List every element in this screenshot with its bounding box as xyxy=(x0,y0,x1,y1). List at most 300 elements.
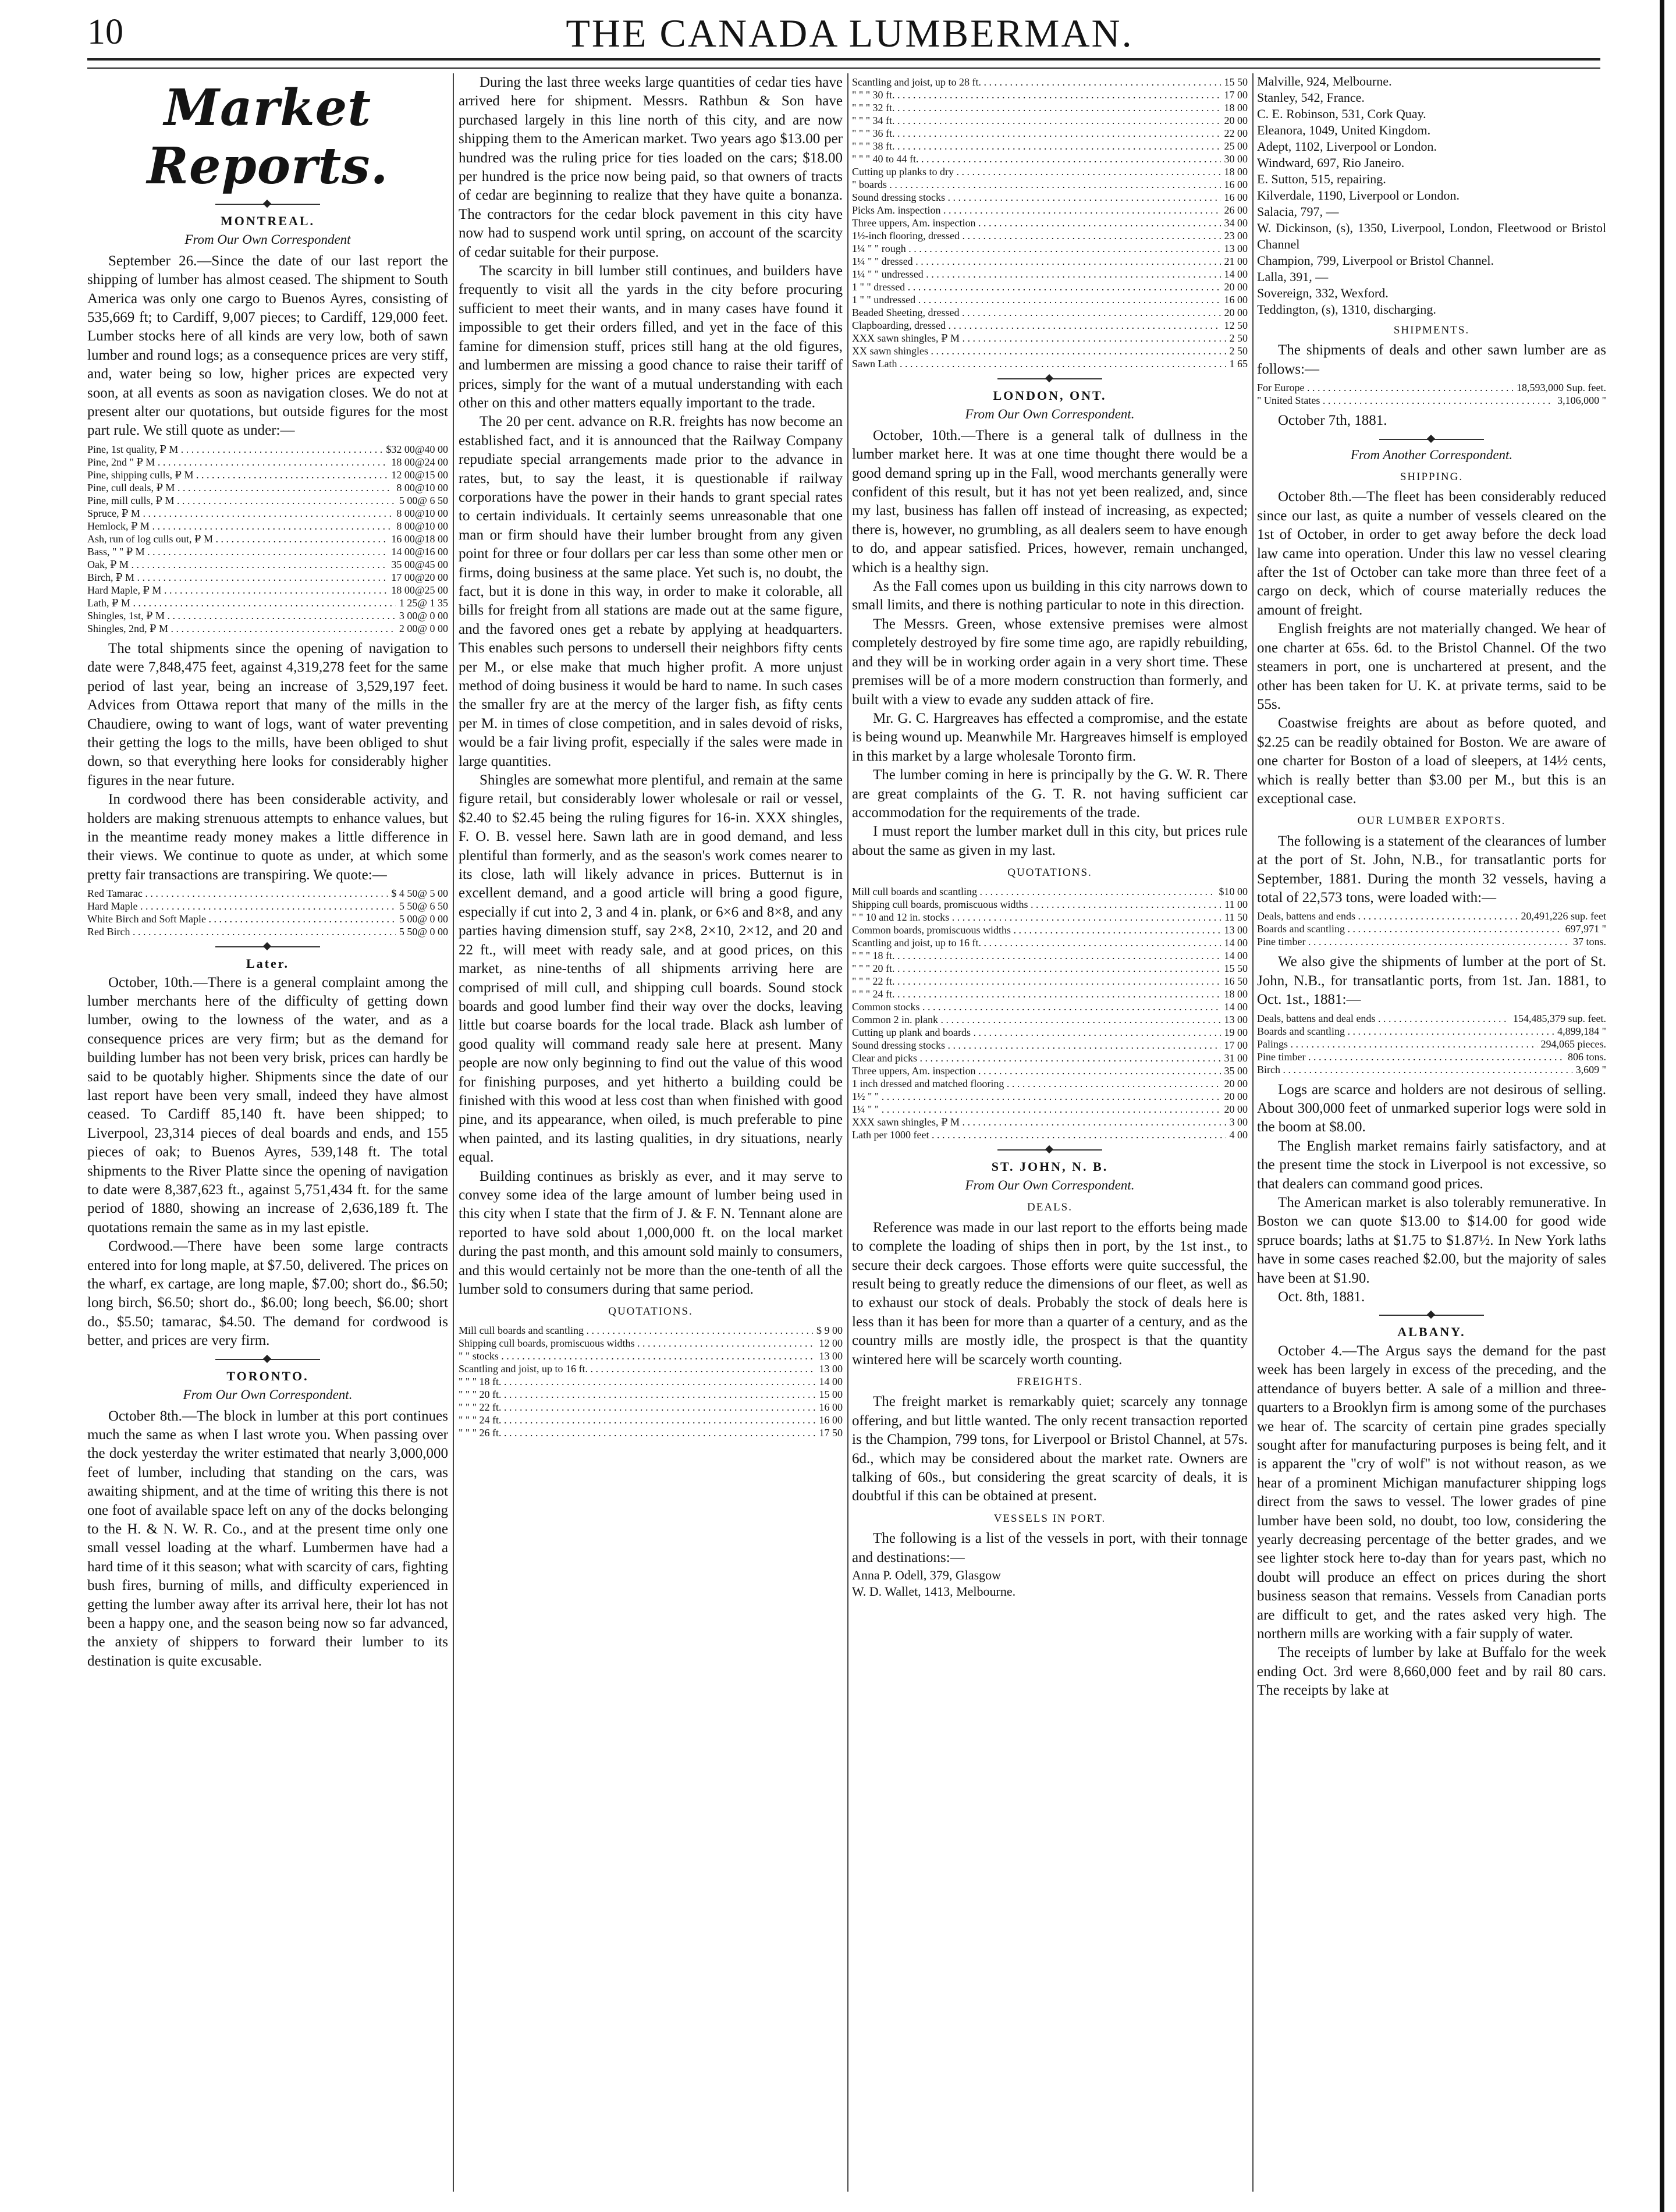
price-row xyxy=(87,900,448,913)
price-item: Cutting up planks to dry . . . xyxy=(852,165,1221,178)
price-item: Ash, run of log culls out, ₽ M . . . xyxy=(87,532,388,545)
price-value: 3 00@ 0 00 xyxy=(399,609,448,622)
price-value: $10 00 xyxy=(1219,885,1248,897)
price-row xyxy=(852,1039,1248,1052)
shipments-table xyxy=(1257,381,1606,407)
price-value: 5 00@ 0 00 xyxy=(399,913,448,925)
another-paragraph: Logs are scarce and holders are not desirous of selling. About 300,000 feet of unmarked superior logs were sold in the boom at $8.00. xyxy=(1257,1081,1606,1135)
price-row xyxy=(1257,1038,1606,1050)
exports-ytd-table xyxy=(1257,1012,1606,1076)
london-paragraph: The Messrs. Green, whose extensive premises were almost completely destroyed by fire some time ago, are rapidly rebuilding, and they will be in working order again in a very short time. These premises will be of a more modern construction than formerly, and built with a view to evade any sudden attack of fire. xyxy=(852,616,1248,708)
price-value: 35 00 xyxy=(1224,1064,1248,1077)
price-value: 14 00@16 00 xyxy=(391,545,448,558)
price-item: Shipping cull boards, promiscuous widths . . . xyxy=(459,1337,816,1350)
section-masthead: Market Reports. xyxy=(147,79,389,196)
vessel-list xyxy=(852,1567,1248,1600)
stjohn-paragraph: The freight market is remarkably quiet; scarcely any tonnage offering, and but little wanted. The only recent transaction reported is the Champion, 799 tons, for Liverpool or Bristol Channel, at 57s. 6d., which may be considered about the market rate. Owners are talking of 60s., but considering the great scarcity of deals, it is doubtful if this can be obtained at present. xyxy=(852,1394,1248,1504)
price-value: 5 50@ 6 50 xyxy=(399,900,448,913)
price-value: 22 00 xyxy=(1224,127,1248,139)
price-row xyxy=(852,924,1248,936)
price-item: Bass, " " ₽ M . . . xyxy=(87,545,388,558)
price-row xyxy=(1257,1012,1606,1025)
price-row xyxy=(852,357,1248,370)
price-item: Mill cull boards and scantling . . . xyxy=(852,885,1216,898)
column-4 xyxy=(1257,73,1606,2192)
london-paragraph: October, 10th.—There is a general talk of dullness in the lumber market here. It was at one time thought there would be a good demand spring up in the Fall, wood merchants generally were confident of this result, but it has not yet been realized, and, since my last, business has fallen off instead of increasing, as expected; there is, however, no grumbling, as all dealers seem to have enough to do, and appear satisfied. Prices, however, remain unchanged, which is a healthy sign. xyxy=(852,427,1248,576)
price-value: 14 00 xyxy=(1224,268,1248,280)
price-row xyxy=(852,936,1248,949)
price-value: 14 00 xyxy=(1224,936,1248,949)
price-value: 806 tons. xyxy=(1567,1050,1606,1063)
toronto-paragraph: October 8th.—The block in lumber at this port continues much the same as when I last wrote you. When passing over the dock yesterday the writer estimated that nearly 3,000,000 feet of lumber, including that standing on the cars, was awaiting shipment, and at the time of writing this there is not one foot of available space left on any of the docks belonging to the H. & N. W. R. Co., and at the present time only one small vessel loading at the wharf. Lumbermen have had a hard time of it this season; what with scarcity of cars, fighting bush fires, burning of mills, and difficulty experienced in getting the lumber away after its arrival here, their lot has not been a happy one, and the season being now so far advanced, the anxiety of shippers to forward their lumber to its destination is quite excusable. xyxy=(87,1408,448,1669)
price-row xyxy=(459,1350,843,1362)
price-row xyxy=(87,558,448,571)
price-value: 697,971 " xyxy=(1565,923,1606,935)
price-value: 2 00@ 0 00 xyxy=(399,622,448,634)
price-value: 14 00 xyxy=(1224,1000,1248,1013)
price-item: " " stocks . . . xyxy=(459,1350,816,1362)
header-rule xyxy=(87,58,1600,61)
price-value: 2 50 xyxy=(1229,345,1248,357)
exports-table xyxy=(1257,910,1606,948)
price-value: 20 00 xyxy=(1224,307,1248,318)
vessel-entry: Stanley, 542, France. xyxy=(1257,90,1365,105)
price-item: Spruce, ₽ M . . . xyxy=(87,507,393,520)
price-item: 1½-inch flooring, dressed . . . xyxy=(852,229,1221,242)
price-row xyxy=(852,1116,1248,1128)
price-row xyxy=(1257,935,1606,948)
vessel-entry: Adept, 1102, Liverpool or London. xyxy=(1257,139,1437,154)
price-row xyxy=(87,507,448,520)
price-value: 17 00 xyxy=(1224,1039,1248,1051)
price-value: 25 00 xyxy=(1224,140,1248,152)
stjohn-paragraph: The shipments of deals and other sawn lumber are as follows:— xyxy=(1257,342,1606,377)
separator xyxy=(1379,439,1484,442)
price-value: 30 00 xyxy=(1224,153,1248,165)
price-value: 16 00 xyxy=(819,1414,843,1426)
price-value: 37 tons. xyxy=(1572,936,1606,948)
stjohn-paragraph: The following is a list of the vessels in port, with their tonnage and destinations:— xyxy=(852,1531,1248,1565)
price-item: Sawn Lath . . . xyxy=(852,357,1226,370)
price-row xyxy=(852,204,1248,216)
price-item: Palings . . . xyxy=(1257,1038,1537,1050)
price-row xyxy=(87,456,448,468)
column-3 xyxy=(852,73,1248,2192)
price-row xyxy=(852,962,1248,975)
page-header xyxy=(87,9,1612,55)
price-value: 13 00 xyxy=(819,1362,843,1375)
another-paragraph: English freights are not materially changed. We hear of one charter at 65s. 6d. to the Bristol Channel. Of the two steamers in port, one is unchartered at present, and the other has been taken for U. K. at private terms, said to be 55s. xyxy=(1257,621,1606,712)
price-item: Cutting up plank and boards . . . xyxy=(852,1026,1221,1039)
price-row xyxy=(852,988,1248,1000)
price-item: Hemlock, ₽ M . . . xyxy=(87,520,393,532)
price-item: " " " 20 ft. . . . xyxy=(459,1388,816,1401)
price-item: Pine, shipping culls, ₽ M . . . xyxy=(87,468,388,481)
london-heading: LONDON, ONT. xyxy=(993,388,1107,403)
price-item: XXX sawn shingles, ₽ M . . . xyxy=(852,332,1226,345)
price-row xyxy=(852,1090,1248,1103)
price-row xyxy=(1257,394,1606,407)
price-item: Lath, ₽ M . . . xyxy=(87,597,396,609)
price-item: " " " 22 ft. . . . xyxy=(459,1401,816,1414)
price-item: " boards . . . xyxy=(852,178,1221,191)
price-row xyxy=(1257,381,1606,394)
price-value: 13 00 xyxy=(1224,243,1248,254)
another-date: Oct. 8th, 1881. xyxy=(1278,1289,1365,1305)
price-item: Clapboarding, dressed . . . xyxy=(852,319,1221,332)
another-paragraph: The following is a statement of the clearances of lumber at the port of St. John, N.B., for transatlantic ports for September, 1881. During the month 32 vessels, having a total of 22,573 tons, were loaded with:— xyxy=(1257,833,1606,906)
price-row xyxy=(852,1000,1248,1013)
price-row xyxy=(459,1362,843,1375)
price-item: Hard Maple, ₽ M . . . xyxy=(87,584,388,597)
vessels-heading: VESSELS IN PORT. xyxy=(993,1512,1106,1525)
price-value: 11 50 xyxy=(1224,911,1248,923)
price-row xyxy=(852,191,1248,204)
price-value: 8 00@10 00 xyxy=(396,507,448,519)
price-row xyxy=(852,101,1248,114)
price-row xyxy=(852,1064,1248,1077)
price-item: Pine, 1st quality, ₽ M . . . xyxy=(87,443,382,456)
toronto-paragraph: The 20 per cent. advance on R.R. freights has now become an established fact, and it is announced that the Railway Company repudiate special arrangements made prior to the advance in rates, but, to say the least, it is questionable if railway corporations have the power in their hands to grant special rates to certain individuals. It certainly seems unreasonable that one man or firm should have their lumber brought from any given point for three or four dollars per car less than some other men or firms, doing business at the same place. Yet such is, no doubt, the fact, but it is done in this way, in order to make it colorable, all bills for freight from all stations are made out at the same figure, and the favored ones get a rebate by applying at headquarters. This enables such persons to undersell their neighbors fifty cents per M., or else make that much higher profit. A more unjust method of doing business it would be hard to name. In such cases the smaller fry are at the mercy of the larger fish, as fifty cents per M. in times of close competition, and in sales devoid of risks, would be a fair living profit, especially if the sales were made in large quantities. xyxy=(459,414,843,769)
price-value: 17 50 xyxy=(819,1426,843,1439)
price-item: Pine, 2nd " ₽ M . . . xyxy=(87,456,388,468)
vessel-entry: Teddington, (s), 1310, discharging. xyxy=(1257,302,1436,317)
shipments-heading: SHIPMENTS. xyxy=(1393,324,1470,336)
price-value: 12 50 xyxy=(1224,319,1248,331)
price-item: " " " 30 ft. . . . xyxy=(852,88,1221,101)
price-value: 11 00 xyxy=(1224,898,1248,910)
price-value: 23 00 xyxy=(1224,230,1248,242)
price-item: Red Birch . . . xyxy=(87,925,396,938)
stjohn-heading: ST. JOHN, N. B. xyxy=(991,1159,1109,1174)
separator xyxy=(997,1149,1102,1153)
column-1 xyxy=(87,73,448,2192)
price-value: 20 00 xyxy=(1224,1077,1248,1089)
price-row xyxy=(459,1337,843,1350)
price-item: " " " 40 to 44 ft. . . . xyxy=(852,152,1221,165)
page-number: 10 xyxy=(87,12,123,52)
london-byline: From Our Own Correspondent. xyxy=(965,407,1135,422)
price-row xyxy=(852,242,1248,255)
price-row xyxy=(852,345,1248,357)
price-row xyxy=(852,1013,1248,1026)
price-value: 20 00 xyxy=(1224,281,1248,293)
price-value: 12 00@15 00 xyxy=(391,468,448,481)
separator xyxy=(215,946,320,950)
price-value: 14 00 xyxy=(819,1375,843,1387)
price-row xyxy=(852,165,1248,178)
price-value: 14 00 xyxy=(1224,949,1248,961)
price-row xyxy=(852,1103,1248,1116)
price-row xyxy=(87,925,448,938)
price-item: Picks Am. inspection . . . xyxy=(852,204,1221,216)
price-row xyxy=(87,494,448,507)
price-item: Common stocks . . . xyxy=(852,1000,1221,1013)
price-item: " " " 18 ft. . . . xyxy=(852,949,1221,962)
price-item: " " " 38 ft. . . . xyxy=(852,140,1221,152)
price-value: 26 00 xyxy=(1224,204,1248,216)
montreal-paragraph: September 26.—Since the date of our last report the shipping of lumber has almost ceased. The shipment to South America was only one cargo to Buenos Ayres, consisting of 535,669 ft; to Cardiff, 9,007 pieces; to Cardiff, 129,000 feet. Lumber stocks here of all kinds are very low, both of sawn lumber and round logs; as a consequence prices are very stiff, and, water being so low, higher prices are expected very soon, at all events as soon as navigation closes. We do not at present alter our quotations, but outside figures for the most part rule. We still quote as under:— xyxy=(87,253,448,439)
price-item: " " " 24 ft. . . . xyxy=(852,988,1221,1000)
price-row xyxy=(1257,910,1606,922)
price-value: 16 00 xyxy=(819,1401,843,1413)
price-row xyxy=(852,268,1248,281)
price-item: For Europe . . . xyxy=(1257,381,1513,394)
later-heading: Later. xyxy=(246,956,289,971)
cordwood-price-table xyxy=(87,887,448,938)
price-item: " " 10 and 12 in. stocks . . . xyxy=(852,911,1221,924)
toronto-paragraph: Building continues as briskly as ever, and it may serve to convey some idea of the large amount of lumber being used in this city when I state that the firm of J. & F. N. Tennant alone are reported to have sold about 1,000,000 ft. on the local market during the past month, and this amount sold mainly to consumers, and this would certainly not be more than the one-tenth of all the lumber sold to consumers during that same period. xyxy=(459,1168,843,1297)
price-item: Three uppers, Am. inspection . . . xyxy=(852,216,1221,229)
price-row xyxy=(852,1052,1248,1064)
price-value: 294,065 pieces. xyxy=(1540,1038,1606,1050)
toronto-quotations-table xyxy=(459,1324,843,1439)
price-row xyxy=(852,140,1248,152)
price-row xyxy=(1257,922,1606,935)
albany-paragraph: October 4.—The Argus says the demand for the past week has been largely in excess of the preceding, and the attendance of buyers better. A sale of a million and three-quarters to a Brooklyn firm is among some of the purchases we hear of. The scarcity of certain pine grades specially sought after for manufacturing purposes is being felt, and it is apparent the "cry of wolf" is not without reason, as we hear of a prominent Michigan manufacturer shipping logs direct from the saws to vessel. The lower grades of pine lumber have been sold, no doubt, too low, considering the yearly decreasing percentage of the better grades, and we see lighter stock here to-day than for years past, which no doubt will produce an effect on prices during the short business season that remains. Vessels from Canadian ports are difficult to get, and the rates asked very high. The northern mills are working with a fair supply of water. xyxy=(1257,1343,1606,1642)
price-value: 20 00 xyxy=(1224,115,1248,126)
separator xyxy=(997,378,1102,382)
price-item: Shipping cull boards, promiscuous widths . . . xyxy=(852,898,1221,911)
price-row xyxy=(87,481,448,494)
later-paragraph: Cordwood.—There have been some large contracts entered into for long maple, at $7.50, delivered. The prices on the wharf, ex cartage, are long maple, $7.00; short do., $6.50; long birch, $6.50; short do., $6.00; long beech, $6.00; short do., $5.50; tamarac, $4.50. The demand for cordwood is better, and prices are very firm. xyxy=(87,1238,448,1349)
price-row xyxy=(459,1388,843,1401)
toronto-quotations-heading: QUOTATIONS. xyxy=(608,1305,693,1318)
price-value: 21 00 xyxy=(1224,255,1248,267)
freights-heading: FREIGHTS. xyxy=(1017,1376,1083,1389)
price-value: 18 00 xyxy=(1224,166,1248,177)
price-value: 3,106,000 " xyxy=(1557,395,1606,407)
price-item: Sound dressing stocks . . . xyxy=(852,191,1221,204)
price-value: 34 00 xyxy=(1224,217,1248,229)
price-item: 1¼ " " . . . xyxy=(852,1103,1221,1116)
price-item: Hard Maple . . . xyxy=(87,900,396,913)
price-value: 16 00 xyxy=(1224,294,1248,306)
price-value: 4 00 xyxy=(1229,1128,1248,1141)
price-row xyxy=(852,229,1248,242)
another-paragraph: We also give the shipments of lumber at the port of St. John, N.B., for transatlantic ports, from 1st. Jan. 1881, to Oct. 1st., 1881:— xyxy=(1257,954,1606,1008)
price-item: " " " 26 ft. . . . xyxy=(459,1426,816,1439)
price-value: $32 00@40 00 xyxy=(386,443,448,455)
toronto-paragraph: Shingles are somewhat more plentiful, and remain at the same figure retail, but considerably lower wholesale or rail or vessel, $2.40 to $2.45 being the ruling figures for 16-in. XXX shingles, F. O. B. vessel here. Sawn lath are in good demand, and less plentiful than formerly, and as the season's work comes nearer to its close, lath will likely advance in prices. Butternut is in excellent demand, and a good article will bring a good figure, especially if cut into 2, 3 and 4 in. plank, or 6×6 and 8×8, and any parties having dimension stuff, say 2×8, 2×10, 2×12, and 20 and 22 ft., will meet with ready sale, and at good prices, on this market, as nine-tenths of all shipments arriving here are comprised of mill cull, and shipping cull boards. Sound stock boards and good lumber find their way over the docks, leaving little but coarse boards for the local trade. Black ash lumber of good quality will command ready sale here at present. Many people are now only beginning to find out the value of this wood for finishing purposes, and yet hitherto a building could be finished with this wood at less cost than when finished with good pine, and its appearance, when oiled, is much preferable to pine when painted, and its lasting qualities, in dry situations, nearly equal. xyxy=(459,772,843,1166)
price-value: 18 00@24 00 xyxy=(391,456,448,468)
price-row xyxy=(87,887,448,900)
price-value: 18 00 xyxy=(1224,988,1248,1000)
price-item: XX sawn shingles . . . xyxy=(852,345,1226,357)
price-row xyxy=(459,1324,843,1337)
price-row xyxy=(852,216,1248,229)
toronto-paragraph: The scarcity in bill lumber still continues, and builders have frequently to visit all the yards in the city before procuring sufficient to meet their wants, and in many cases have found it impossible to get their orders filled, and yet in the face of this famine for dimension stuff, prices still hang at the old figures, and lumbermen are missing a good chance to raise their tariff of prices, simply for the want of a mutual understanding with each other on this and other matters equally important to the trade. xyxy=(459,263,843,411)
price-value: 35 00@45 00 xyxy=(391,558,448,570)
price-value: 13 00 xyxy=(1224,1013,1248,1025)
price-value: 154,485,379 sup. feet. xyxy=(1513,1012,1606,1024)
price-value: 2 50 xyxy=(1229,332,1248,344)
price-item: Scantling and joist, up to 28 ft. . . . xyxy=(852,76,1221,88)
london-paragraph: The lumber coming in here is principally by the G. W. R. There are great complaints of the G. T. R. not having sufficient car accommodation for the requirements of the trade. xyxy=(852,767,1248,821)
price-row xyxy=(87,913,448,925)
price-row xyxy=(87,520,448,532)
montreal-paragraph: The total shipments since the opening of navigation to date were 7,848,475 feet, against 4,319,278 feet for the same period of last year, being an increase of 3,529,197 feet. Advices from Ottawa report that many of the mills in the Chaudiere, owing to want of logs, want of water preventing their getting the logs to the mills, have been obliged to shut down, so that everything here looks for considerably higher figures in the near future. xyxy=(87,640,448,789)
another-paragraph: The English market remains fairly satisfactory, and at the present time the stock in Liverpool is not excessive, so that dealers can command good prices. xyxy=(1257,1138,1606,1192)
price-item: Pine timber . . . xyxy=(1257,935,1570,948)
price-row xyxy=(87,609,448,622)
stjohn-byline: From Our Own Correspondent. xyxy=(965,1177,1135,1192)
price-row xyxy=(852,1128,1248,1141)
price-item: 1½ " " . . . xyxy=(852,1090,1221,1103)
price-row xyxy=(87,443,448,456)
price-item: Deals, battens and deal ends . . . xyxy=(1257,1012,1510,1025)
price-item: Boards and scantling . . . xyxy=(1257,922,1562,935)
stjohn-paragraph: Reference was made in our last report to the efforts being made to complete the loading of ships then in port, by the 1st inst., to secure their deck cargoes. Those efforts were quite successful, the result being to greatly reduce the dimensions of our fleet, as well as to exhaust our stock of deals. Probably the stock of deals here is less than it has been for more than a quarter of a century, and as the country mills are mostly idle, the prospect is that the quantity wintered here will be scarcely worth counting. xyxy=(852,1219,1248,1368)
price-item: Oak, ₽ M . . . xyxy=(87,558,388,571)
price-item: XXX sawn shingles, ₽ M . . . xyxy=(852,1116,1226,1128)
another-paragraph: Coastwise freights are about as before quoted, and $2.25 can be readily obtained for Boston. We are aware of one charter for Boston of a load of sleepers, at 14½ cents, which is really better than $3.00 per M., but this is an exceptional case. xyxy=(1257,715,1606,807)
vessel-entry: Lalla, 391, — xyxy=(1257,269,1329,284)
price-row xyxy=(459,1426,843,1439)
price-row xyxy=(459,1375,843,1388)
toronto-quotations-table-cont xyxy=(852,76,1248,370)
price-item: Birch, ₽ M . . . xyxy=(87,571,388,584)
price-row xyxy=(852,127,1248,140)
price-row xyxy=(852,76,1248,88)
price-row xyxy=(852,949,1248,962)
shipping-heading: SHIPPING. xyxy=(1400,471,1464,484)
price-row xyxy=(852,152,1248,165)
london-paragraph: I must report the lumber market dull in this city, but prices rule about the same as given in my last. xyxy=(852,823,1248,858)
montreal-paragraph: In cordwood there has been considerable activity, and holders are making strenuous attempts to enhance values, but in the meantime ready money makes a little difference in their views. We continue to quote as under, at which some pretty fair transactions are transpiring. We quote:— xyxy=(87,791,448,883)
another-paragraph: The American market is also tolerably remunerative. In Boston we can quote $13.00 to $14.00 for good wide spruce boards; laths at $1.75 to $1.87½. In New York laths have in some cases reached $2.00, but the majority of sales have been at $1.90. xyxy=(1257,1195,1606,1286)
vessel-entry: Sovereign, 332, Wexford. xyxy=(1257,286,1389,300)
column-divider xyxy=(1252,73,1254,2192)
price-item: White Birch and Soft Maple . . . xyxy=(87,913,396,925)
price-item: " " " 20 ft. . . . xyxy=(852,962,1221,975)
vessel-entry: Malville, 924, Melbourne. xyxy=(1257,74,1392,88)
price-item: Scantling and joist, up to 16 ft. . . . xyxy=(852,936,1221,949)
column-divider xyxy=(453,73,454,2192)
price-value: 18 00 xyxy=(1224,102,1248,113)
price-row xyxy=(852,898,1248,911)
price-row xyxy=(87,622,448,635)
price-value: 17 00 xyxy=(1224,89,1248,101)
price-value: 12 00 xyxy=(819,1337,843,1349)
price-row xyxy=(852,332,1248,345)
vessel-entry: Kilverdale, 1190, Liverpool or London. xyxy=(1257,188,1460,203)
price-item: Pine, mill culls, ₽ M . . . xyxy=(87,494,396,507)
toronto-heading: TORONTO. xyxy=(226,1368,309,1383)
deals-heading: DEALS. xyxy=(1027,1201,1073,1214)
vessel-entry: Windward, 697, Rio Janeiro. xyxy=(1257,155,1405,170)
price-item: 1¼ " " rough . . . xyxy=(852,242,1221,255)
vessel-entry: E. Sutton, 515, repairing. xyxy=(1257,172,1386,186)
price-item: Common boards, promiscuous widths . . . xyxy=(852,924,1221,936)
vessel-entry: Anna P. Odell, 379, Glasgow xyxy=(852,1568,1002,1583)
vessel-entry: W. Dickinson, (s), 1350, Liverpool, London, Fleetwood or Bristol Channel xyxy=(1257,221,1606,251)
price-row xyxy=(852,1077,1248,1090)
price-value: 17 00@20 00 xyxy=(391,571,448,583)
vessel-entry: Salacia, 797, — xyxy=(1257,204,1339,219)
albany-heading: ALBANY. xyxy=(1397,1325,1466,1340)
price-item: Shingles, 2nd, ₽ M . . . xyxy=(87,622,396,635)
price-value: 18 00@25 00 xyxy=(391,584,448,596)
price-item: 1¼ " " undressed . . . xyxy=(852,268,1221,281)
price-item: " " " 22 ft. . . . xyxy=(852,975,1221,988)
page-edge xyxy=(1660,0,1664,2212)
vessel-list-cont xyxy=(1257,73,1606,318)
price-item: Three uppers, Am. inspection . . . xyxy=(852,1064,1221,1077)
price-item: Birch . . . xyxy=(1257,1063,1572,1076)
price-item: Pine, cull deals, ₽ M . . . xyxy=(87,481,393,494)
price-value: $ 9 00 xyxy=(816,1324,843,1336)
price-row xyxy=(87,532,448,545)
price-item: " " " 34 ft. . . . xyxy=(852,114,1221,127)
price-row xyxy=(87,597,448,609)
price-row xyxy=(852,178,1248,191)
price-item: " " " 24 ft. . . . xyxy=(459,1414,816,1426)
price-value: 1 25@ 1 35 xyxy=(399,597,448,609)
later-paragraph: October, 10th.—There is a general complaint among the lumber merchants here of the difficulty of getting down lumber, owing to the lowness of the water, and as a consequence prices are very firm; but as the demand for building lumber has not been very brisk, prices can hardly be said to be quotably higher. Shipments since the date of our last report have been very small, indeed they have almost ceased. To Cardiff 85,140 ft. have been shipped; to Liverpool, 23,314 pieces of deal boards and ends, and 155 pieces of oak; to Buenos Ayres, 539,148 ft. The total shipments to the River Platte since the opening of navigation to date were 8,387,623 ft., against 5,751,434 ft. for the same period of 1880, showing an increase of 2,636,189 ft. The quotations remain the same as in my last epistle. xyxy=(87,974,448,1235)
price-item: Pine timber . . . xyxy=(1257,1050,1564,1063)
price-item: 1 inch dressed and matched flooring . . . xyxy=(852,1077,1221,1090)
price-value: 5 00@ 6 50 xyxy=(399,494,448,506)
price-row xyxy=(459,1414,843,1426)
stjohn-date: October 7th, 1881. xyxy=(1278,413,1387,429)
price-item: Deals, battens and ends . . . xyxy=(1257,910,1518,922)
price-item: Common 2 in. plank . . . xyxy=(852,1013,1221,1026)
price-item: Shingles, 1st, ₽ M . . . xyxy=(87,609,396,622)
price-row xyxy=(852,281,1248,293)
price-value: 13 00 xyxy=(819,1350,843,1362)
vessel-entry: C. E. Robinson, 531, Cork Quay. xyxy=(1257,106,1426,121)
price-item: Beaded Sheeting, dressed . . . xyxy=(852,306,1221,319)
price-row xyxy=(1257,1025,1606,1038)
price-value: 16 00@18 00 xyxy=(391,532,448,545)
price-item: " United States . . . xyxy=(1257,394,1554,407)
vessel-entry: Champion, 799, Liverpool or Bristol Channel. xyxy=(1257,253,1494,268)
price-value: 8 00@10 00 xyxy=(396,520,448,532)
price-row xyxy=(852,911,1248,924)
toronto-paragraph: During the last three weeks large quantities of cedar ties have arrived here for shipment. Messrs. Rathbun & Son have purchased largely in this line north of this city, and are now shipping them to the American market. Two years ago $13.00 per hundred was the ruling price for ties loaded on the cars; $18.00 per hundred is the price now being paid, so that owners of tracts of cedar are beginning to realize that they have quite a bonanza. The contractors for the cedar block pavement in this city have now had to suspend work until spring, on account of the scarcity of cedar suitable for their purpose. xyxy=(459,74,843,260)
price-item: 1 " " dressed . . . xyxy=(852,281,1221,293)
price-value: 8 00@10 00 xyxy=(396,481,448,493)
price-item: 1¼ " " dressed . . . xyxy=(852,255,1221,268)
toronto-byline: From Our Own Correspondent. xyxy=(183,1387,353,1403)
price-row xyxy=(852,255,1248,268)
price-value: 15 50 xyxy=(1224,76,1248,88)
price-value: $ 4 50@ 5 00 xyxy=(391,887,448,900)
price-item: Sound dressing stocks . . . xyxy=(852,1039,1221,1052)
price-value: 1 65 xyxy=(1229,358,1248,370)
price-row xyxy=(87,571,448,584)
price-item: Boards and scantling . . . xyxy=(1257,1025,1554,1038)
exports-heading: OUR LUMBER EXPORTS. xyxy=(1357,815,1506,828)
price-value: 16 00 xyxy=(1224,191,1248,203)
price-value: 19 00 xyxy=(1224,1026,1248,1038)
price-value: 15 50 xyxy=(1224,962,1248,974)
another-paragraph: October 8th.—The fleet has been considerably reduced since our last, as quite a number of vessels cleared on the 1st of October, in order to get away before the deck load law came into operation. Under this law no vessel clearing after the 1st of October can take more than three feet of a cargo on deck, which of course materially reduces the amount of freight. xyxy=(1257,489,1606,618)
price-row xyxy=(852,1026,1248,1039)
price-row xyxy=(852,114,1248,127)
price-value: 13 00 xyxy=(1224,924,1248,936)
price-row xyxy=(852,319,1248,332)
price-value: 20 00 xyxy=(1224,1103,1248,1115)
price-item: " " " 18 ft. . . . xyxy=(459,1375,816,1388)
london-quotations-heading: QUOTATIONS. xyxy=(1007,867,1092,879)
price-item: " " " 36 ft. . . . xyxy=(852,127,1221,140)
price-value: 16 00 xyxy=(1224,179,1248,190)
price-row xyxy=(459,1401,843,1414)
vessel-entry: Eleanora, 1049, United Kingdom. xyxy=(1257,123,1431,137)
price-row xyxy=(1257,1063,1606,1076)
